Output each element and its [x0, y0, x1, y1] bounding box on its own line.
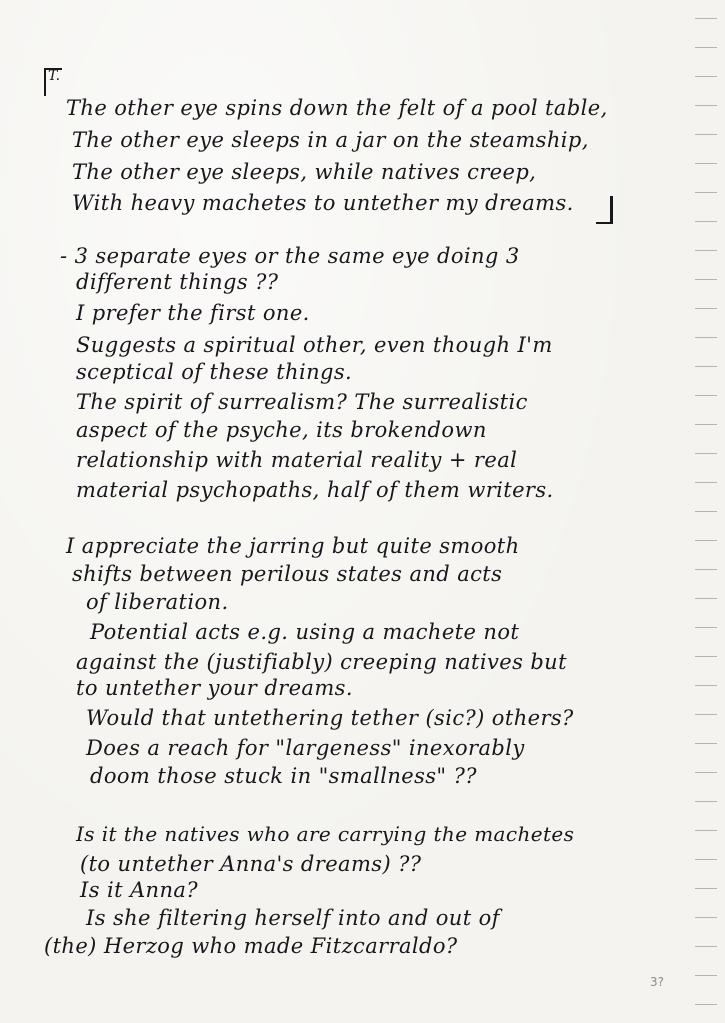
ruled-line-tick [695, 888, 717, 889]
ruled-line-tick [695, 714, 717, 715]
ruled-line-tick [695, 76, 717, 77]
ruled-line-tick [695, 859, 717, 860]
para2-line-3: of liberation. [86, 590, 229, 614]
ruled-line-tick [695, 134, 717, 135]
para2-line-2: shifts between perilous states and acts [72, 562, 503, 586]
para3-line-3: Is it Anna? [80, 878, 198, 902]
ruled-line-tick [695, 18, 717, 19]
para1-line-6: The spirit of surrealism? The surrealistic [76, 390, 528, 414]
quote-line-1: The other eye spins down the felt of a pool table, [66, 96, 608, 120]
para3-line-2: (to untether Anna's dreams) ?? [80, 852, 422, 876]
para2-line-4: Potential acts e.g. using a machete not [90, 620, 520, 644]
ruled-line-tick [695, 192, 717, 193]
ruled-line-tick [695, 47, 717, 48]
ruled-line-tick [695, 772, 717, 773]
para3-line-5: (the) Herzog who made Fitzcarraldo? [44, 934, 458, 958]
ruled-line-tick [695, 685, 717, 686]
ruled-line-tick [695, 105, 717, 106]
para2-line-8: Does a reach for "largeness" inexorably [86, 736, 525, 760]
ruled-line-tick [695, 163, 717, 164]
ruled-line-tick [695, 395, 717, 396]
para1-line-3: I prefer the first one. [76, 301, 310, 325]
pencil-corner-note: 3? [650, 975, 665, 989]
ruled-line-tick [695, 569, 717, 570]
ruled-line-tick [695, 743, 717, 744]
para1-line-8: relationship with material reality + real [76, 448, 518, 472]
ruled-line-tick [695, 627, 717, 628]
ruled-line-tick [695, 946, 717, 947]
ruled-line-tick [695, 598, 717, 599]
para2-line-6: to untether your dreams. [76, 676, 353, 700]
ruled-line-tick [695, 250, 717, 251]
para3-line-1: Is it the natives who are carrying the machetes [76, 822, 575, 846]
para1-line-9: material psychopaths, half of them writers. [76, 478, 554, 502]
ruled-line-tick [695, 221, 717, 222]
ruled-line-tick [695, 453, 717, 454]
para1-line-2: different things ?? [76, 270, 279, 294]
ruled-line-tick [695, 482, 717, 483]
quote-line-4: With heavy machetes to untether my dreams. [72, 191, 574, 215]
quote-line-3: The other eye sleeps, while natives creep, [72, 160, 537, 184]
para1-line-5: sceptical of these things. [76, 360, 353, 384]
ruled-line-tick [695, 424, 717, 425]
quote-line-2: The other eye sleeps in a jar on the steamship, [72, 128, 589, 152]
close-bracket-mark [596, 196, 613, 224]
ruled-line-tick [695, 830, 717, 831]
ruled-line-tick [695, 1004, 717, 1005]
para2-line-5: against the (justifiably) creeping natives but [76, 650, 567, 674]
ruled-line-tick [695, 540, 717, 541]
ruled-line-tick [695, 511, 717, 512]
ruled-line-tick [695, 917, 717, 918]
ruled-line-tick [695, 656, 717, 657]
ruled-line-tick [695, 801, 717, 802]
margin-mark: T. [48, 68, 61, 84]
para1-line-7: aspect of the psyche, its brokendown [76, 418, 487, 442]
para2-line-1: I appreciate the jarring but quite smooth [66, 534, 520, 558]
ruled-line-tick [695, 337, 717, 338]
ruled-line-tick [695, 279, 717, 280]
para3-line-4: Is she filtering herself into and out of [86, 906, 500, 930]
para1-line-1: - 3 separate eyes or the same eye doing 3 [60, 244, 520, 268]
ruled-line-tick [695, 366, 717, 367]
para1-line-4: Suggests a spiritual other, even though I'm [76, 333, 553, 357]
ruled-line-tick [695, 308, 717, 309]
para2-line-9: doom those stuck in "smallness" ?? [90, 764, 477, 788]
para2-line-7: Would that untethering tether (sic?) others? [86, 706, 574, 730]
ruled-line-tick [695, 975, 717, 976]
